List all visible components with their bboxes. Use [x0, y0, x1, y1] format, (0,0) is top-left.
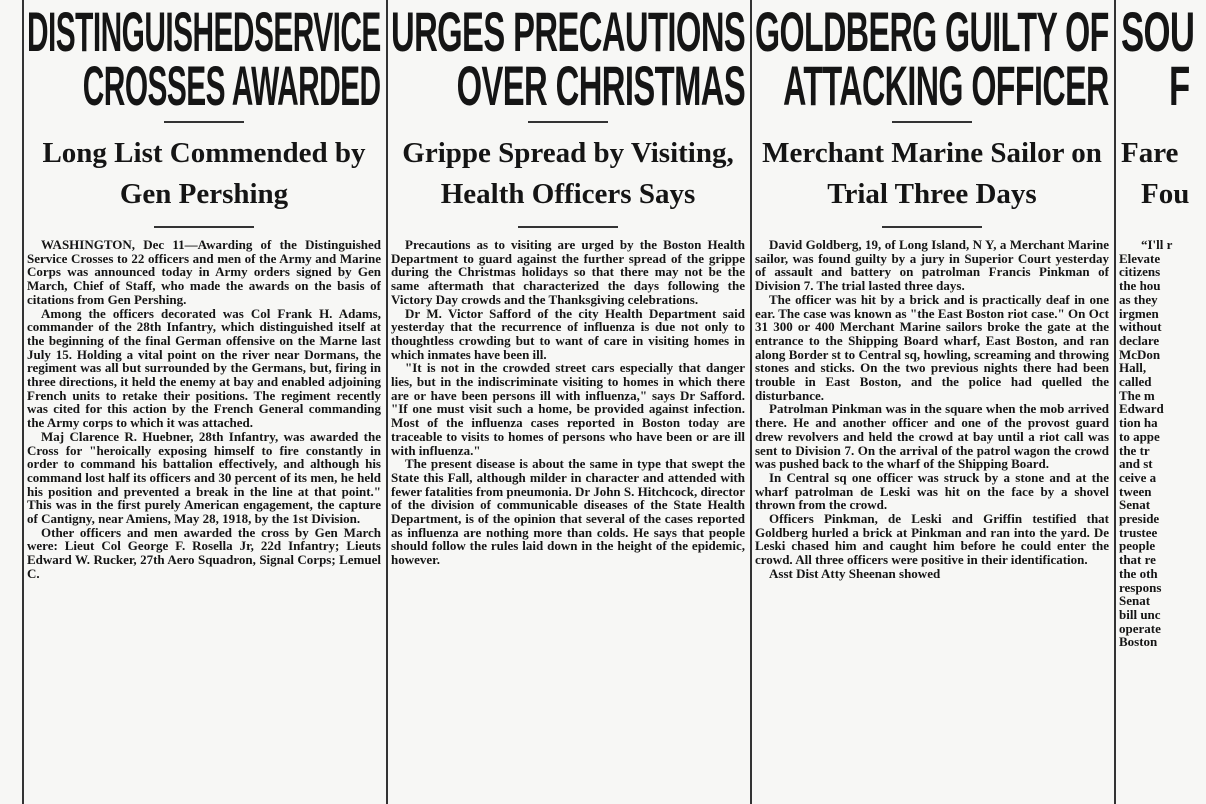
article-body [1119, 238, 1206, 804]
paragraph: The officer was hit by a brick and is practically deaf in one ear. The case was known as "the East Boston riot case." On Oct 31 300 or 400 Merchant Marine sailors broke the gate at the entrance to the Shipping Board wharf, East Boston, and ran along Border st to Central sq, howling, screaming and throwing stones and sticks. On the two previous nights there had been trouble in East Boston, and the police had quelled the disturbance. [755, 291, 1109, 403]
text-line: that re [1119, 552, 1156, 568]
article-body [755, 238, 1109, 804]
text-line: Edward [1119, 401, 1164, 417]
text-line: trustee [1119, 524, 1158, 540]
paragraph: The present disease is about the same in type that swept the State this Fall, although milder in character and attended with fewer fatalities from pneumonia. Dr John S. Hitchcock, director of the division of communicable diseases of the State Health Department, is of the opinion that several of the cases reported as influenza are nothing more than colds. He says that people should follow the rules laid down in the height of the epidemic, however. [391, 456, 745, 568]
headline-line: SOU [1121, 0, 1195, 63]
paragraph: David Goldberg, 19, of Long Island, N Y, a Merchant Marine sailor, was found guilty by a jury in Superior Court yesterday of assault and battery on patrolman Francis Pinkman of Division 7. The trial lasted three days. [755, 238, 1109, 294]
subheadline: Grippe Spread by Visiting, [402, 137, 734, 169]
headline-line: DISTINGUISHEDSERVICE [27, 0, 381, 63]
headline-line: OVER CHRISTMAS [456, 54, 745, 117]
headline [755, 0, 1109, 117]
paragraph: "It is not in the crowded street cars especially that danger lies, but in the indiscriminate visiting to homes in which there are or have been persons ill with influenza," says Dr Safford. "If one must visit such a home, be provided against infection. Most of the influenza cases reported in Boston today are traceable to visits to homes of persons who have been or are ill with influenza." [391, 360, 745, 458]
text-line: declare [1119, 332, 1160, 348]
text-line: as they [1119, 291, 1158, 307]
text-line: the oth [1119, 565, 1158, 581]
headline-line: URGES PRECAUTIONS [391, 0, 745, 63]
paragraph: In Central sq one officer was struck by a stone and at the wharf patrolman de Leski was hit on the face by a shovel thrown from the crowd. [755, 469, 1109, 513]
column-rule [386, 0, 388, 804]
paragraph: Precautions as to visiting are urged by the Boston Health Department to guard against the further spread of the grippe during the Christmas holidays so that there may not be the same aftermath that characterized the days following the Victory Day crowds and the Thanksgiving celebrations. [391, 238, 745, 307]
text-line: McDon [1119, 346, 1161, 362]
article-body [391, 238, 745, 804]
subheadline: Merchant Marine Sailor on [762, 137, 1102, 169]
text-line: respons [1119, 579, 1162, 595]
paragraph: Asst Dist Atty Sheenan showed [769, 565, 941, 581]
text-line: without [1119, 319, 1162, 335]
headline-line: F [1169, 54, 1190, 117]
headline-line: GOLDBERG GUILTY OF [755, 0, 1109, 63]
subheadline: Long List Commended by [42, 137, 366, 169]
text-line: to appe [1119, 428, 1160, 444]
paragraph: Among the officers decorated was Col Frank H. Adams, commander of the 28th Infantry, which distinguished itself at the beginning of the final German offensive on the Marne last July 15. Holding a vital point on the river near Dormans, the regiment was all but surrounded by the Germans, but, firing in three directions, it held the enemy at bay and enabled adjoining French units to retake their positions. The regiment recently was cited for this action by the French General commanding the Army corps to which it was attached. [27, 305, 381, 431]
subheadline: Health Officers Says [440, 178, 696, 210]
paragraph: Other officers and men awarded the cross by Gen March were: Lieut Col George F. Rosella Jr, 22d Infantry; Lieuts Edward W. Rucker, 27th Aero Squadron, Signal Corps; Lemuel C. [27, 524, 381, 581]
paragraph: Dr M. Victor Safford of the city Health Department said yesterday that the recurrence of influenza is due not only to thoughtless crowding but to want of care in visiting homes in which inmates have been ill. [391, 305, 745, 362]
article-goldberg-guilty [755, 0, 1109, 804]
paragraph: WASHINGTON, Dec 11—Awarding of the Distinguished Service Crosses to 22 officers and men of the Army and Marine Corps was announced today in Army orders signed by Gen March, Chief of Staff, who made the awards on the basis of citations from Gen Pershing. [27, 238, 381, 307]
text-line: citizens [1119, 264, 1161, 280]
column-rule [1114, 0, 1116, 804]
text-line: bill unc [1119, 606, 1161, 622]
text-line: irgmen [1119, 305, 1159, 321]
subheadline: Fou [1141, 178, 1190, 210]
text-line: Senat [1119, 497, 1151, 513]
headline-line: ATTACKING OFFICER [783, 54, 1109, 117]
headline-line: CROSSES AWARDED [83, 54, 381, 117]
article-distinguished-service-crosses [27, 0, 381, 804]
text-line: and st [1119, 456, 1153, 472]
article-urges-precautions [391, 0, 745, 804]
text-line: tween [1119, 483, 1152, 499]
column-rule [750, 0, 752, 804]
column-rule [22, 0, 24, 804]
divider [882, 226, 982, 228]
text-line: Boston [1119, 634, 1158, 650]
text-line: ceive a [1119, 469, 1157, 485]
paragraph: Patrolman Pinkman was in the square when the mob arrived there. He and another officer and one of the provost guard drew revolvers and held the crowd at bay until a riot call was sent to Division 7. On the arrival of the patrol wagon the crowd was pushed back to the wharf of the Shipping Board. [755, 401, 1109, 472]
paragraph: Officers Pinkman, de Leski and Griffin testified that Goldberg hurled a brick at Pinkman and ran into the yard. De Leski chased him and caught him before he could enter the crowd. All three officers were positive in their identification. [755, 511, 1109, 568]
subheadline: Fare [1121, 137, 1179, 169]
text-line: operate [1119, 620, 1161, 636]
text-line: people [1119, 538, 1156, 554]
text-line: preside [1119, 511, 1160, 527]
text-line: called [1119, 374, 1152, 390]
paragraph: Maj Clarence R. Huebner, 28th Infantry, was awarded the Cross for "heroically exposing himself to fire constantly in order to command his battalion effectively, and although his command lost half its officers and 30 percent of its men, he held his position and prevented a break in the line at that point." This was in the first purely American engagement, the capture of Cantigny, near Amiens, May 28, 1918, by the 1st Division. [27, 428, 381, 527]
text-line: Elevate [1119, 250, 1161, 266]
subheadline: Trial Three Days [827, 178, 1037, 210]
divider [892, 121, 972, 123]
divider [154, 226, 254, 228]
text-line: the tr [1119, 442, 1150, 458]
divider [528, 121, 608, 123]
text-line: tion ha [1119, 415, 1158, 431]
text-line: “I'll r [1141, 238, 1173, 252]
text-line: The m [1119, 387, 1155, 403]
headline [391, 0, 745, 117]
subheadline: Gen Pershing [119, 178, 289, 210]
text-line: the hou [1119, 278, 1161, 294]
divider [164, 121, 244, 123]
text-line: Senat [1119, 593, 1151, 609]
divider [518, 226, 618, 228]
article-cut-off [1119, 0, 1206, 804]
article-body [27, 238, 381, 804]
text-line: Hall, [1119, 360, 1147, 376]
headline [27, 0, 381, 117]
